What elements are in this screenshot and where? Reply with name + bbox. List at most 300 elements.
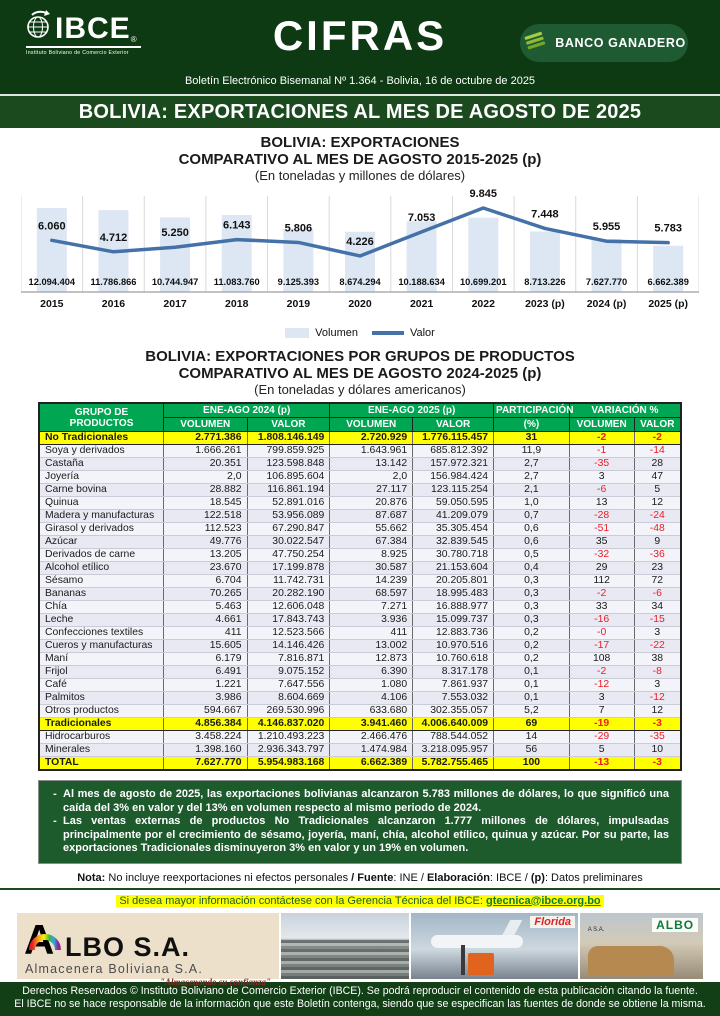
- cell-val24: 30.022.547: [247, 536, 330, 549]
- note-segment: Nota:: [77, 871, 106, 884]
- albo-tagline: "Almacenando su confianza": [159, 976, 271, 987]
- cell-var_vol: -51: [569, 523, 634, 536]
- banco-ganadero-logo: [520, 24, 688, 62]
- cell-part: 0,3: [494, 575, 570, 588]
- svg-text:2018: 2018: [225, 298, 249, 310]
- cell-val25: 302.355.057: [413, 705, 494, 718]
- cell-var_val: -22: [634, 640, 681, 653]
- note-text: Las ventas externas de productos No Tradicionales alcanzaron 1.777 millones de dólares, impulsadas principalmente por el crecimiento de sésamo, joyería, maní, chía, alcohol etílico, quinua y azúcar. Por su parte, las exportaciones Tradicionales disminuyeron 3% en valor y un 19% en volumen.: [63, 815, 669, 854]
- cell-var_val: -12: [634, 692, 681, 705]
- cell-val25: 4.006.640.009: [413, 718, 494, 731]
- svg-text:12.094.404: 12.094.404: [28, 277, 76, 287]
- svg-text:2020: 2020: [348, 298, 372, 310]
- cell-var_vol: 3: [569, 471, 634, 484]
- svg-text:2015: 2015: [40, 298, 64, 310]
- cell-part: 2,7: [494, 471, 570, 484]
- svg-text:11.786.866: 11.786.866: [90, 277, 137, 287]
- cell-name: Carne bovina: [39, 484, 164, 497]
- col-header-volumen-2025: VOLUMEN: [330, 418, 413, 432]
- cell-name: Soya y derivados: [39, 445, 164, 458]
- svg-text:10.699.201: 10.699.201: [460, 277, 507, 287]
- cell-val25: 7.861.937: [413, 679, 494, 692]
- cell-var_vol: -0: [569, 627, 634, 640]
- cell-val24: 5.954.983.168: [247, 757, 330, 771]
- cell-val25: 10.970.516: [413, 640, 494, 653]
- cell-name: Otros productos: [39, 705, 164, 718]
- cell-name: Hidrocarburos: [39, 731, 164, 744]
- cell-val24: 116.861.194: [247, 484, 330, 497]
- table-row: [39, 757, 681, 771]
- col-header-valor-2025: VALOR: [413, 418, 494, 432]
- svg-text:5.783: 5.783: [654, 222, 682, 235]
- cell-val25: 21.153.604: [413, 562, 494, 575]
- cargo-tarp-shape: [588, 946, 674, 976]
- cell-val24: 1.808.146.149: [247, 432, 330, 445]
- cell-vol25: 2,0: [330, 471, 413, 484]
- col-header-2024: ENE-AGO 2024 (p): [164, 403, 330, 418]
- cell-vol25: 6.390: [330, 666, 413, 679]
- note-segment: No incluye reexportaciones ni efectos personales: [105, 871, 352, 884]
- svg-text:5.250: 5.250: [161, 227, 189, 240]
- table-row: [39, 497, 681, 510]
- exports-chart: [21, 188, 699, 339]
- plane-body-shape: [431, 935, 523, 948]
- cell-var_val: -3: [634, 757, 681, 771]
- svg-text:5.955: 5.955: [592, 221, 621, 234]
- cell-vol24: 28.882: [164, 484, 247, 497]
- svg-text:5.806: 5.806: [284, 222, 313, 235]
- cell-vol25: 3.941.460: [330, 718, 413, 731]
- cell-vol24: 3.986: [164, 692, 247, 705]
- cell-vol25: 87.687: [330, 510, 413, 523]
- cell-part: 0,7: [494, 510, 570, 523]
- cell-vol24: 122.518: [164, 510, 247, 523]
- svg-text:7.448: 7.448: [531, 208, 559, 221]
- exports-chart-svg: [21, 188, 699, 322]
- albo-warehouse-sign: ALBO: [652, 918, 698, 932]
- svg-text:10.744.947: 10.744.947: [151, 277, 199, 287]
- col-header-pct: (%): [494, 418, 570, 432]
- cell-var_val: 12: [634, 497, 681, 510]
- cell-part: 0,1: [494, 679, 570, 692]
- albo-photo-yard: [281, 913, 409, 979]
- cell-vol24: 18.545: [164, 497, 247, 510]
- table-row: [39, 679, 681, 692]
- cell-var_vol: -29: [569, 731, 634, 744]
- cell-val24: 17.843.743: [247, 614, 330, 627]
- table-row: [39, 484, 681, 497]
- svg-text:4.712: 4.712: [99, 231, 128, 244]
- chart-unit-note: (En toneladas y millones de dólares): [254, 168, 466, 183]
- col-header-variacion: VARIACIÓN %: [569, 403, 681, 418]
- cell-vol24: 4.856.384: [164, 718, 247, 731]
- table-title-line2: COMPARATIVO AL MES DE AGOSTO 2024-2025 (p): [178, 365, 542, 382]
- cell-var_vol: -12: [569, 679, 634, 692]
- cell-var_val: -15: [634, 614, 681, 627]
- cell-var_val: 9: [634, 536, 681, 549]
- masthead-title: CIFRAS: [272, 12, 448, 59]
- cell-vol24: 70.265: [164, 588, 247, 601]
- cell-var_val: -14: [634, 445, 681, 458]
- cell-part: 0,4: [494, 562, 570, 575]
- cell-vol25: 3.936: [330, 614, 413, 627]
- cell-val25: 685.812.392: [413, 445, 494, 458]
- cell-name: Maní: [39, 653, 164, 666]
- cell-name: Cueros y manufacturas: [39, 640, 164, 653]
- contact-text: Si desea mayor información contáctese con la Gerencia Técnica del IBCE:: [119, 894, 486, 907]
- cell-val24: 4.146.837.020: [247, 718, 330, 731]
- cell-var_val: 5: [634, 484, 681, 497]
- cell-val25: 20.205.801: [413, 575, 494, 588]
- cell-name: Alcohol etílico: [39, 562, 164, 575]
- cell-val24: 67.290.847: [247, 523, 330, 536]
- albo-photo-airport: [411, 913, 578, 979]
- cell-vol24: 1.398.160: [164, 744, 247, 757]
- note-item: [47, 815, 669, 856]
- ibce-logo-tagline: Instituto Boliviano de Comercio Exterior: [26, 50, 129, 56]
- table-row: [39, 458, 681, 471]
- cell-var_val: -35: [634, 731, 681, 744]
- cell-var_vol: -1: [569, 445, 634, 458]
- col-header-group: GRUPO DE PRODUCTOS: [39, 403, 164, 432]
- table-row: [39, 445, 681, 458]
- cell-val25: 59.050.595: [413, 497, 494, 510]
- bulletin-subtitle: Boletín Electrónico Bisemanal Nº 1.364 - Bolivia, 16 de octubre de 2025: [184, 75, 536, 87]
- cell-vol24: 112.523: [164, 523, 247, 536]
- legend-valor-label: Valor: [409, 327, 435, 339]
- table-titles: [0, 348, 720, 398]
- col-header-var-volumen: VOLUMEN: [569, 418, 634, 432]
- cell-vol25: 1.080: [330, 679, 413, 692]
- cell-val25: 5.782.755.465: [413, 757, 494, 771]
- cell-name: Confecciones textiles: [39, 627, 164, 640]
- cell-vol24: 411: [164, 627, 247, 640]
- svg-text:8.674.294: 8.674.294: [339, 277, 381, 287]
- cell-part: 1,0: [494, 497, 570, 510]
- cell-var_val: 3: [634, 679, 681, 692]
- table-row: [39, 523, 681, 536]
- cell-val24: 8.604.669: [247, 692, 330, 705]
- cell-part: 0,2: [494, 627, 570, 640]
- table-unit-note: (En toneladas y dólares americanos): [254, 382, 466, 397]
- cell-name: Girasol y derivados: [39, 523, 164, 536]
- exports-table: [38, 402, 682, 771]
- cell-var_vol: 35: [569, 536, 634, 549]
- cell-var_vol: 7: [569, 705, 634, 718]
- table-row: [39, 653, 681, 666]
- cell-val25: 123.115.254: [413, 484, 494, 497]
- cell-var_vol: -17: [569, 640, 634, 653]
- cell-vol25: 7.271: [330, 601, 413, 614]
- cell-val25: 30.780.718: [413, 549, 494, 562]
- table-row: [39, 731, 681, 744]
- cell-val25: 35.305.454: [413, 523, 494, 536]
- cell-vol24: 6.179: [164, 653, 247, 666]
- cell-var_val: 34: [634, 601, 681, 614]
- table-row: [39, 536, 681, 549]
- svg-text:6.060: 6.060: [38, 220, 66, 233]
- svg-text:2025 (p): 2025 (p): [648, 298, 689, 310]
- cell-var_vol: -19: [569, 718, 634, 731]
- legend-volumen: [285, 327, 358, 339]
- svg-text:2021: 2021: [409, 298, 434, 310]
- source-note: [0, 872, 720, 884]
- cell-part: 0,3: [494, 601, 570, 614]
- cell-var_val: 47: [634, 471, 681, 484]
- cell-var_vol: -6: [569, 484, 634, 497]
- cell-val25: 8.317.178: [413, 666, 494, 679]
- svg-text:10.188.634: 10.188.634: [398, 277, 445, 287]
- table-row: [39, 614, 681, 627]
- cell-vol24: 6.704: [164, 575, 247, 588]
- cell-val24: 17.199.878: [247, 562, 330, 575]
- legend-valor: [372, 327, 435, 339]
- table-row: [39, 510, 681, 523]
- cell-vol24: 20.351: [164, 458, 247, 471]
- cell-var_vol: -16: [569, 614, 634, 627]
- cell-part: 5,2: [494, 705, 570, 718]
- cell-vol24: 1.221: [164, 679, 247, 692]
- cell-vol24: 3.458.224: [164, 731, 247, 744]
- cell-val25: 12.883.736: [413, 627, 494, 640]
- cell-vol24: 2.771.386: [164, 432, 247, 445]
- note-segment: : IBCE /: [489, 871, 531, 884]
- cell-val25: 16.888.977: [413, 601, 494, 614]
- warehouse-small-sign: A S.A.: [587, 927, 605, 934]
- cell-var_vol: 13: [569, 497, 634, 510]
- albo-ad-banner: [17, 913, 703, 987]
- cell-var_vol: -2: [569, 588, 634, 601]
- note-text: Al mes de agosto de 2025, las exportaciones bolivianas alcanzaron 5.783 millones de dólares, lo que significó una caída del 3% en valor y del 13% en volumen respecto al mismo periodo de 2024.: [63, 788, 669, 814]
- cell-vol25: 8.925: [330, 549, 413, 562]
- cell-part: 31: [494, 432, 570, 445]
- cell-val25: 157.972.321: [413, 458, 494, 471]
- cell-val24: 52.891.016: [247, 497, 330, 510]
- svg-text:8.713.226: 8.713.226: [524, 277, 566, 287]
- header: [0, 0, 720, 94]
- cell-var_vol: -32: [569, 549, 634, 562]
- cell-vol25: 4.106: [330, 692, 413, 705]
- cell-part: 0,6: [494, 536, 570, 549]
- cell-name: Derivados de carne: [39, 549, 164, 562]
- cell-vol25: 1.643.961: [330, 445, 413, 458]
- table-row: [39, 562, 681, 575]
- svg-text:A: A: [25, 916, 55, 957]
- svg-text:2019: 2019: [286, 298, 311, 310]
- cell-val24: 269.530.996: [247, 705, 330, 718]
- cell-vol25: 411: [330, 627, 413, 640]
- cell-val24: 12.606.048: [247, 601, 330, 614]
- cell-vol25: 6.662.389: [330, 757, 413, 771]
- forklift-shape: [468, 953, 494, 975]
- cell-val24: 14.146.426: [247, 640, 330, 653]
- contact-message: [116, 895, 603, 907]
- cell-val25: 32.839.545: [413, 536, 494, 549]
- cell-vol25: 12.873: [330, 653, 413, 666]
- albo-photo-collage: [281, 913, 703, 979]
- cell-var_val: 28: [634, 458, 681, 471]
- table-row: [39, 432, 681, 445]
- cell-var_vol: -28: [569, 510, 634, 523]
- main-title-band: BOLIVIA: EXPORTACIONES AL MES DE AGOSTO DE 2025: [0, 96, 720, 128]
- table-row: [39, 744, 681, 757]
- cell-vol24: 1.666.261: [164, 445, 247, 458]
- col-header-var-valor: VALOR: [634, 418, 681, 432]
- cell-var_vol: -35: [569, 458, 634, 471]
- col-header-2025: ENE-AGO 2025 (p): [330, 403, 494, 418]
- svg-text:4.226: 4.226: [346, 235, 374, 248]
- svg-text:6.143: 6.143: [222, 219, 251, 232]
- ibce-registered-mark: ®: [130, 35, 137, 44]
- cell-part: 14: [494, 731, 570, 744]
- cell-name: Minerales: [39, 744, 164, 757]
- cell-val24: 1.210.493.223: [247, 731, 330, 744]
- cell-var_val: -2: [634, 432, 681, 445]
- svg-text:7.053: 7.053: [407, 211, 436, 224]
- chart-title-line1: BOLIVIA: EXPORTACIONES: [260, 134, 460, 151]
- cell-vol24: 15.605: [164, 640, 247, 653]
- cell-vol24: 2,0: [164, 471, 247, 484]
- cell-val25: 3.218.095.957: [413, 744, 494, 757]
- cell-var_vol: 112: [569, 575, 634, 588]
- cell-val24: 7.816.871: [247, 653, 330, 666]
- col-header-participacion: PARTICIPACIÓN: [494, 403, 570, 418]
- svg-text:6.662.389: 6.662.389: [647, 277, 689, 287]
- cell-vol24: 594.667: [164, 705, 247, 718]
- table-row: [39, 627, 681, 640]
- cell-val24: 799.859.925: [247, 445, 330, 458]
- cell-vol25: 30.587: [330, 562, 413, 575]
- svg-text:7.627.770: 7.627.770: [585, 277, 628, 287]
- cell-name: Café: [39, 679, 164, 692]
- cell-val24: 53.956.089: [247, 510, 330, 523]
- valor-line-icon: [372, 331, 404, 335]
- cell-val24: 12.523.566: [247, 627, 330, 640]
- cell-var_val: -3: [634, 718, 681, 731]
- copyright-footer: [0, 982, 720, 1016]
- cell-val24: 2.936.343.797: [247, 744, 330, 757]
- contact-band: [0, 888, 720, 911]
- albo-wordmark: LBO S.A.: [65, 931, 191, 962]
- albo-company-name: Almacenera Boliviana S.A.: [25, 961, 203, 976]
- svg-text:2016: 2016: [101, 298, 126, 310]
- cell-vol25: 13.002: [330, 640, 413, 653]
- svg-text:2022: 2022: [471, 298, 495, 310]
- cell-var_val: -48: [634, 523, 681, 536]
- cell-var_val: -6: [634, 588, 681, 601]
- cell-name: Castaña: [39, 458, 164, 471]
- cell-name: Chía: [39, 601, 164, 614]
- footer-line2: El IBCE no se hace responsable de la información que este Boletín contenga, siendo que se especifican las fuentes de donde se obtiene la misma.: [14, 998, 706, 1010]
- albo-photo-warehouse: [580, 913, 703, 979]
- cell-part: 2,7: [494, 458, 570, 471]
- albo-logo-panel: [17, 913, 279, 987]
- cell-name: Palmitos: [39, 692, 164, 705]
- cell-part: 11,9: [494, 445, 570, 458]
- cell-val25: 156.984.424: [413, 471, 494, 484]
- table-row: [39, 601, 681, 614]
- cell-val25: 18.995.483: [413, 588, 494, 601]
- cell-vol25: 27.117: [330, 484, 413, 497]
- table-row: [39, 666, 681, 679]
- cell-var_vol: -13: [569, 757, 634, 771]
- cell-val25: 41.209.079: [413, 510, 494, 523]
- chart-title-line2: COMPARATIVO AL MES DE AGOSTO 2015-2025 (p): [178, 151, 542, 168]
- cell-name: Madera y manufacturas: [39, 510, 164, 523]
- svg-text:11.083.760: 11.083.760: [213, 277, 260, 287]
- note-segment: Elaboración: [426, 871, 490, 884]
- cell-var_val: 3: [634, 627, 681, 640]
- cell-vol25: 13.142: [330, 458, 413, 471]
- cell-val25: 788.544.052: [413, 731, 494, 744]
- cell-vol25: 68.597: [330, 588, 413, 601]
- svg-text:2024 (p): 2024 (p): [586, 298, 627, 310]
- table-row: [39, 588, 681, 601]
- table-title-line1: BOLIVIA: EXPORTACIONES POR GRUPOS DE PRODUCTOS: [145, 348, 575, 365]
- exports-table-body: [39, 432, 681, 771]
- cell-var_vol: 3: [569, 692, 634, 705]
- cell-vol25: 2.720.929: [330, 432, 413, 445]
- cell-name: No Tradicionales: [39, 432, 164, 445]
- cell-var_val: 23: [634, 562, 681, 575]
- cell-vol24: 23.670: [164, 562, 247, 575]
- cell-vol25: 1.474.984: [330, 744, 413, 757]
- legend-volumen-label: Volumen: [315, 327, 358, 339]
- svg-text:9.845: 9.845: [469, 188, 498, 200]
- cell-name: Sésamo: [39, 575, 164, 588]
- note-item: [47, 788, 669, 815]
- cell-val25: 7.553.032: [413, 692, 494, 705]
- cell-var_val: -8: [634, 666, 681, 679]
- exports-table-header: [39, 403, 681, 432]
- note-dash: -: [53, 815, 57, 827]
- cell-val24: 123.598.848: [247, 458, 330, 471]
- note-segment: : INE /: [393, 871, 427, 884]
- cell-var_val: 10: [634, 744, 681, 757]
- cell-var_vol: 108: [569, 653, 634, 666]
- footer-line1: Derechos Reservados © Instituto Boliviano de Comercio Exterior (IBCE). Se podrá reproducir el contenido de esta publicación citando la fuente.: [22, 984, 698, 997]
- banco-ganadero-stripes-icon: [522, 31, 548, 56]
- cell-var_val: 72: [634, 575, 681, 588]
- cell-val24: 47.750.254: [247, 549, 330, 562]
- cell-part: 56: [494, 744, 570, 757]
- cell-part: 69: [494, 718, 570, 731]
- cell-part: 0,2: [494, 653, 570, 666]
- cell-name: Tradicionales: [39, 718, 164, 731]
- cell-vol25: 633.680: [330, 705, 413, 718]
- cell-vol24: 13.205: [164, 549, 247, 562]
- svg-text:2017: 2017: [163, 298, 187, 310]
- cell-var_val: -24: [634, 510, 681, 523]
- chart-legend: [21, 327, 699, 339]
- cell-val25: 10.760.618: [413, 653, 494, 666]
- cell-val24: 11.742.731: [247, 575, 330, 588]
- cell-part: 0,5: [494, 549, 570, 562]
- cell-vol25: 67.384: [330, 536, 413, 549]
- table-row: [39, 692, 681, 705]
- cell-part: 0,6: [494, 523, 570, 536]
- cell-part: 100: [494, 757, 570, 771]
- cell-vol24: 5.463: [164, 601, 247, 614]
- cell-vol24: 4.661: [164, 614, 247, 627]
- contact-email-link[interactable]: gtecnica@ibce.org.bo: [486, 894, 601, 907]
- col-header-volumen-2024: VOLUMEN: [164, 418, 247, 432]
- cell-part: 0,1: [494, 666, 570, 679]
- albo-rainbow-a-icon: [25, 917, 65, 962]
- summary-notes-box: [38, 780, 682, 864]
- cell-vol24: 6.491: [164, 666, 247, 679]
- note-dash: -: [53, 788, 57, 800]
